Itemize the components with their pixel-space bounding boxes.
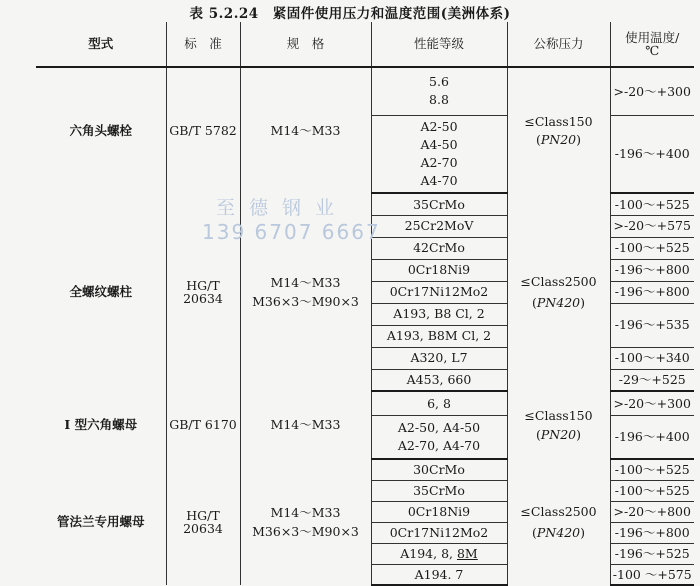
spec-cell (240, 193, 371, 391)
standard-cell: GB/T 5782 (166, 67, 240, 193)
grade-cell: A194. 7 (371, 564, 507, 585)
header-grade: 性能等级 (371, 22, 507, 67)
temperature-cell: -196～+400 (610, 415, 694, 459)
grade-cell: 35CrMo (371, 480, 507, 501)
temperature-cell: -196～+535 (610, 303, 694, 347)
header-temperature (610, 22, 694, 67)
pressure-pn-value: PN20 (540, 427, 577, 442)
pressure-pn: (PN420) (532, 525, 585, 540)
pressure-cell (507, 459, 610, 585)
grade-value: A2-70, A4-70 (397, 437, 481, 453)
grade-cell: A193, B8 Cl, 2 (371, 303, 507, 325)
grade-cell: A320, L7 (371, 347, 507, 369)
temperature-cell: -29～+525 (610, 369, 694, 391)
grade-cell: 30CrMo (371, 459, 507, 480)
pressure-cell (507, 67, 610, 193)
grade-value: A2-50 (420, 118, 458, 134)
pressure-pn: (PN420) (532, 295, 585, 310)
pressure-class: ≤Class150 (524, 407, 593, 423)
grade-value: A2-50, A4-50 (397, 419, 481, 435)
spec-line: M14～M33 (270, 504, 341, 520)
pressure-cell (507, 193, 610, 391)
table-row (36, 67, 694, 115)
grade-cell: A453, 660 (371, 369, 507, 391)
spec-line: M36×3～M90×3 (252, 524, 359, 539)
temperature-cell: -196～+525 (610, 543, 694, 564)
table-row (36, 391, 694, 415)
header-type: 型式 (36, 22, 166, 67)
pressure-class: ≤Class2500 (520, 273, 597, 289)
grade-value: A2-70 (420, 154, 458, 170)
temperature-cell: -100～+525 (610, 459, 694, 480)
temperature-cell: -100～+525 (610, 193, 694, 215)
pressure-pn: (PN20) (535, 427, 582, 442)
temperature-cell: -100 ～+575 (610, 564, 694, 585)
table-row (36, 193, 694, 215)
table-row (36, 459, 694, 480)
temperature-cell: >-20～+800 (610, 501, 694, 522)
grade-cell: 0Cr17Ni12Mo2 (371, 522, 507, 543)
pressure-class: ≤Class150 (524, 114, 593, 130)
grade-cell (371, 67, 507, 115)
type-cell: 六角头螺栓 (69, 122, 132, 138)
fastener-table (36, 22, 694, 586)
watermark-company: 至德钢业 (216, 197, 349, 219)
temperature-cell: >-20～+300 (610, 391, 694, 415)
grade-cell: 42CrMo (371, 237, 507, 259)
grade-text: A194, 8, (400, 545, 457, 561)
grade-cell: 35CrMo (371, 193, 507, 215)
temperature-cell: >-20～+575 (610, 215, 694, 237)
pressure-pn: (PN20) (535, 131, 582, 147)
grade-value: A4-70 (420, 172, 458, 188)
temperature-cell: -100～+525 (610, 480, 694, 501)
pressure-class: ≤Class2500 (520, 503, 597, 519)
grade-cell: 25Cr2MoV (371, 215, 507, 237)
grade-cell (371, 415, 507, 459)
grade-cell: A193, B8M Cl, 2 (371, 325, 507, 347)
grade-cell (371, 115, 507, 193)
spec-cell (240, 459, 371, 585)
pressure-cell (507, 391, 610, 459)
temperature-cell: -100～+340 (610, 347, 694, 369)
grade-value: 5.6 (429, 74, 449, 90)
pressure-pn-value: PN20 (540, 131, 577, 147)
header-spec: 规 格 (240, 22, 371, 67)
header-temperature-label: 使用温度/ (625, 29, 680, 45)
type-cell: 全螺纹螺柱 (69, 284, 132, 300)
temperature-cell: -196～+400 (610, 115, 694, 193)
temperature-cell: -196～+800 (610, 281, 694, 303)
spec-cell: M14～M33 (240, 67, 371, 193)
spec-line: M14～M33 (270, 274, 341, 290)
grade-cell: 0Cr18Ni9 (371, 259, 507, 281)
header-pressure: 公称压力 (507, 22, 610, 67)
type-cell: 管法兰专用螺母 (56, 514, 145, 530)
grade-cell (371, 543, 507, 564)
temperature-cell: -196～+800 (610, 259, 694, 281)
grade-text-underlined: 8M (456, 545, 478, 561)
standard-cell: HG/T 20634 (166, 193, 240, 391)
header-standard: 标 准 (166, 22, 240, 67)
spec-line: M36×3～M90×3 (252, 294, 359, 309)
grade-value: 8.8 (429, 92, 449, 108)
standard-cell: GB/T 6170 (166, 391, 240, 459)
grade-cell: 0Cr18Ni9 (371, 501, 507, 522)
temperature-cell: >-20～+300 (610, 67, 694, 115)
grade-value: A4-50 (420, 136, 458, 152)
pressure-pn-value: PN420 (536, 295, 581, 310)
type-cell: I 型六角螺母 (64, 417, 138, 433)
header-row (36, 22, 694, 67)
table-caption: 表 5.2.24 紧固件使用压力和温度范围(美洲体系) (189, 6, 511, 22)
temperature-cell: -196～+800 (610, 522, 694, 543)
temperature-cell: -100～+525 (610, 237, 694, 259)
grade-cell: 0Cr17Ni12Mo2 (371, 281, 507, 303)
grade-cell: 6, 8 (371, 391, 507, 415)
standard-cell: HG/T 20634 (166, 459, 240, 585)
watermark-phone: 139 6707 6667 (202, 220, 381, 244)
header-temperature-unit: ℃ (645, 43, 660, 58)
spec-cell: M14～M33 (240, 391, 371, 459)
pressure-pn-value: PN420 (536, 525, 581, 540)
